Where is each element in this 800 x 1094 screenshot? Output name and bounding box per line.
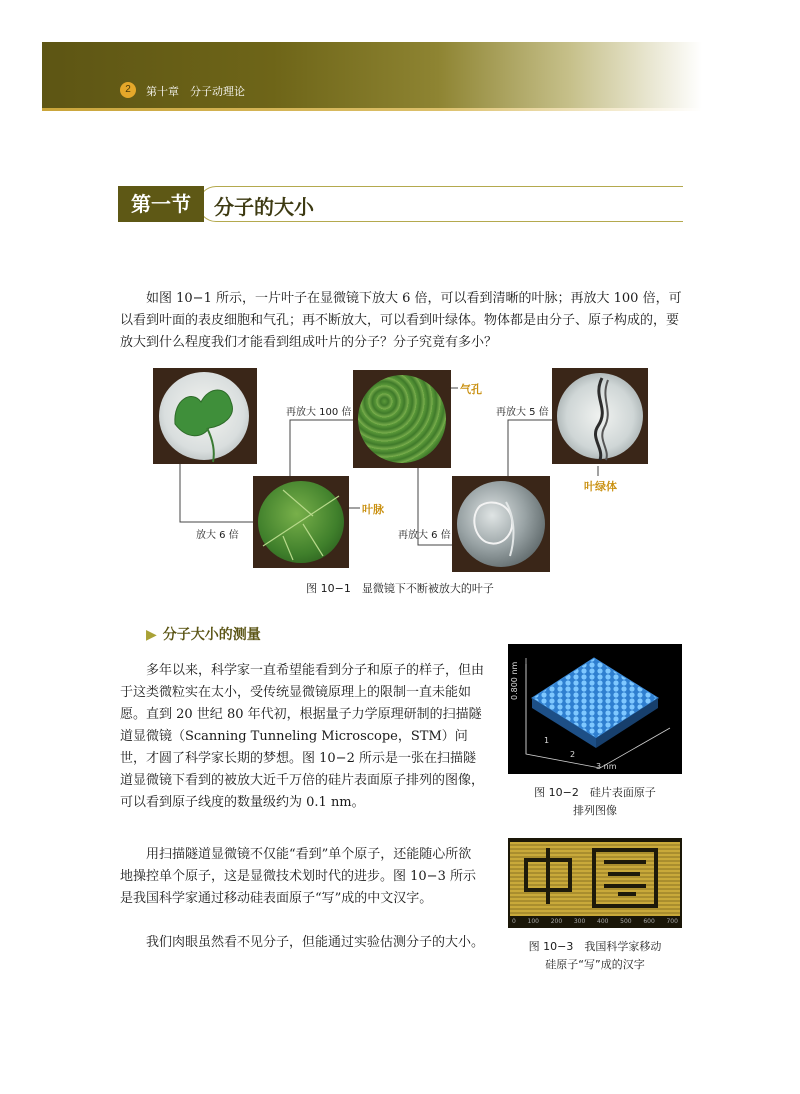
tick: 100 [527,918,539,925]
paragraph-2: 用扫描隧道显微镜不仅能“看到”单个原子，还能随心所欲地操控单个原子，这是显微技术划时代的进步。图 10−3 所示是我国科学家通过移动硅表面原子“写”成的中文汉字。 [120,847,476,906]
paragraph-1: 多年以来，科学家一直希望能看到分子和原子的样子，但由于这类微粒实在太小，受传统显微镜原理上的限制一直未能如愿。直到 20 世纪 80 年代初，根据量子力学原理研制的扫描隧道显微镜（Scanning Tunneling Microscope，STM）问世，才圆了科学家长期的梦想。图 10−2 所示是一张在扫描隧道显微镜下看到的被放大近千万倍的硅片表面原子排列的图像，可以看到原子线度的数量级约为 0.1 nm。 [120,663,485,810]
section-title: 分子的大小 [214,195,314,219]
axis-2-label: 2 [570,750,576,759]
stm-surface-icon [508,644,682,774]
tick: 500 [620,918,632,925]
page-number: 2 [120,82,136,98]
paragraph-3: 我们肉眼虽然看不见分子，但能通过实验估测分子的大小。 [146,935,485,950]
tick: 0 [512,918,516,925]
figure-10-1-caption: 图 10−1 显微镜下不断被放大的叶子 [306,582,494,595]
figure-10-2-caption-line1: 图 10−2 硅片表面原子 [534,786,656,799]
axis-1-label: 1 [544,736,550,745]
label-stoma: 气孔 [460,383,482,396]
photo-leaf [153,368,257,464]
chloroplast-icon [552,368,648,464]
figure-10-3-caption-line1: 图 10−3 我国科学家移动 [528,940,662,953]
tick: 600 [643,918,655,925]
leaf-icon [153,368,257,464]
photo-chloroplast [552,368,648,464]
label-zoom-5: 再放大 5 倍 [496,407,549,418]
triangle-icon: ▶ [146,627,157,643]
label-chloroplast: 叶绿体 [584,480,617,493]
label-zoom-6: 放大 6 倍 [196,530,239,541]
subsection-heading [146,624,261,644]
axis-3-label: 3 nm [596,762,617,771]
figure-10-2-caption-line2: 排列图像 [573,804,617,817]
photo-cells [452,476,550,572]
photo-stoma [353,370,451,468]
subsection-title: 分子大小的测量 [162,627,261,643]
photo-vein [253,476,349,568]
section-label: 第一节 [118,186,204,222]
chinese-characters-icon [508,838,682,928]
figure-10-3-caption-line2: 硅原子“写”成的汉字 [545,958,645,971]
chapter-title: 第十章 分子动理论 [146,85,245,98]
intro-paragraph: 如图 10−1 所示，一片叶子在显微镜下放大 6 倍，可以看到清晰的叶脉；再放大 100 倍，可以看到叶面的表皮细胞和气孔；再不断放大，可以看到叶绿体。物体都是由分子、原子构成的，要放大到什么程度我们才能看到组成叶片的分子？分子究竟有多小？ [120,291,682,350]
scale-ticks [512,918,678,925]
tick: 400 [597,918,609,925]
tick: 300 [573,918,586,925]
figure-10-2-image [508,644,682,774]
axis-z-label: 0.800 nm [510,661,519,700]
figure-10-3-image [508,838,682,928]
label-vein: 叶脉 [362,503,384,516]
label-zoom-100: 再放大 100 倍 [286,407,352,418]
cell-pattern-icon [452,476,550,572]
tick: 200 [550,918,563,925]
tick: 700 [666,918,678,925]
label-zoom-6-again: 再放大 6 倍 [398,530,451,541]
vein-pattern-icon [253,476,349,568]
